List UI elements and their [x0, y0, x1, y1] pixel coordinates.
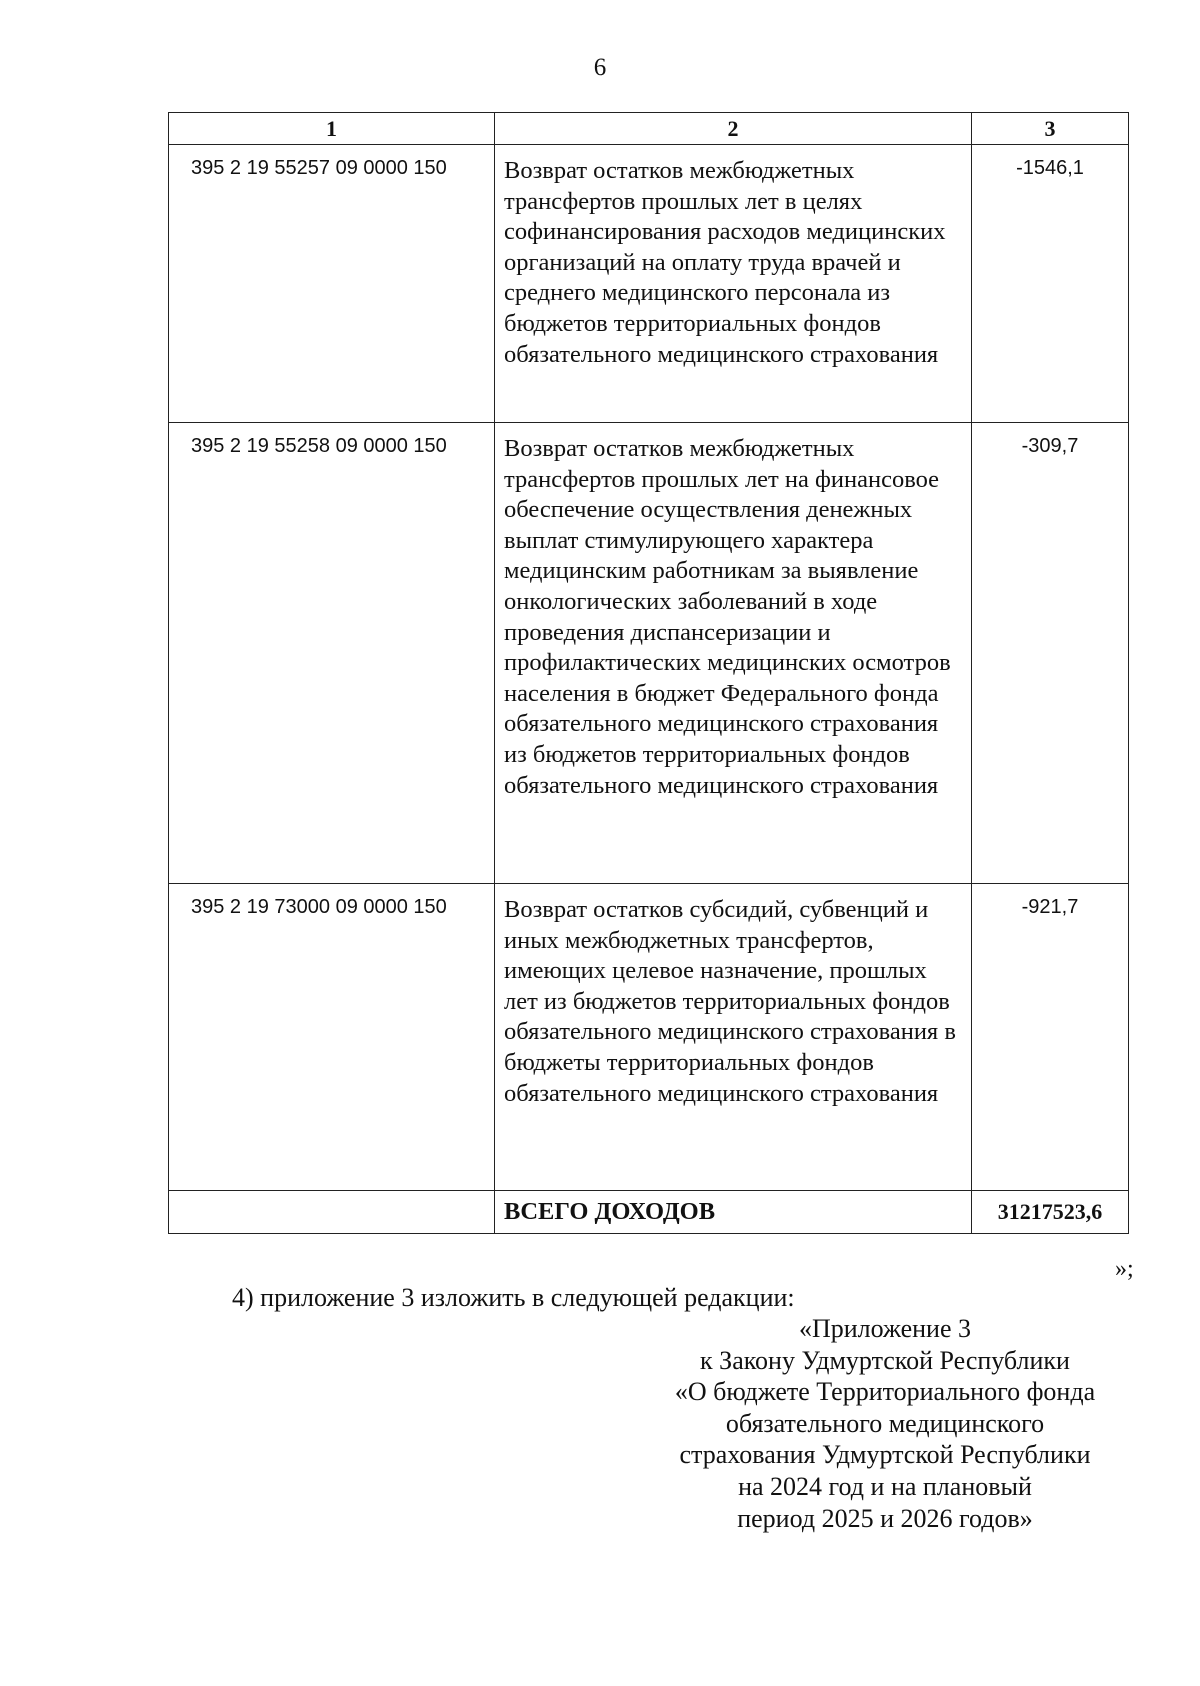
budget-revenue-table	[168, 112, 1129, 1234]
appendix-heading-line: к Закону Удмуртской Республики	[700, 1345, 1070, 1375]
appendix-heading-line: на 2024 год и на плановый	[738, 1471, 1032, 1501]
row-code: 395 2 19 55257 09 0000 150	[169, 145, 495, 423]
closing-quote: »;	[1115, 1256, 1134, 1282]
appendix-heading-line: «О бюджете Территориального фонда	[674, 1377, 1096, 1407]
row-amount: -1546,1	[972, 145, 1129, 423]
table-total-row	[169, 1191, 1129, 1234]
table-header-row	[169, 113, 1129, 145]
table-row	[169, 423, 1129, 884]
table-row	[169, 884, 1129, 1191]
column-header-amount: 3	[972, 113, 1129, 145]
row-code: 395 2 19 55258 09 0000 150	[169, 423, 495, 884]
amendment-text: 4) приложение 3 изложить в следующей редакции:	[232, 1283, 795, 1312]
total-amount: 31217523,6	[972, 1191, 1129, 1234]
appendix-heading-line: период 2025 и 2026 годов»	[737, 1503, 1033, 1533]
row-code: 395 2 19 73000 09 0000 150	[169, 884, 495, 1191]
total-label: ВСЕГО ДОХОДОВ	[495, 1191, 972, 1234]
column-header-description: 2	[495, 113, 972, 145]
total-code-cell	[169, 1191, 495, 1234]
appendix-heading-line: «Приложение 3	[798, 1314, 972, 1343]
appendix-heading-line: страхования Удмуртской Республики	[679, 1440, 1091, 1470]
row-description: Возврат остатков межбюджетных трансфертов прошлых лет на финансовое обеспечение осуществления денежных выплат стимулирующего характера медицинским работникам за выявление онкологических заболеваний в ходе проведения диспансеризации и профилактических медицинских осмотров населения в бюджет Федерального фонда обязательного медицинского страхования из бюджетов территориальных фондов обязательного медицинского страхования	[495, 423, 972, 884]
row-amount: -309,7	[972, 423, 1129, 884]
row-description: Возврат остатков субсидий, субвенций и иных межбюджетных трансфертов, имеющих целевое назначение, прошлых лет из бюджетов территориальных фондов обязательного медицинского страхования в бюджеты территориальных фондов обязательного медицинского страхования	[495, 884, 972, 1191]
appendix-heading	[640, 1313, 1130, 1534]
row-amount: -921,7	[972, 884, 1129, 1191]
appendix-heading-line: обязательного медицинского	[725, 1408, 1045, 1438]
table-row	[169, 145, 1129, 423]
row-description: Возврат остатков межбюджетных трансфертов прошлых лет в целях софинансирования расходов медицинских организаций на оплату труда врачей и среднего медицинского персонала из бюджетов территориальных фондов обязательного медицинского страхования	[495, 145, 972, 423]
page-number: 6	[593, 54, 607, 81]
column-header-code: 1	[169, 113, 495, 145]
